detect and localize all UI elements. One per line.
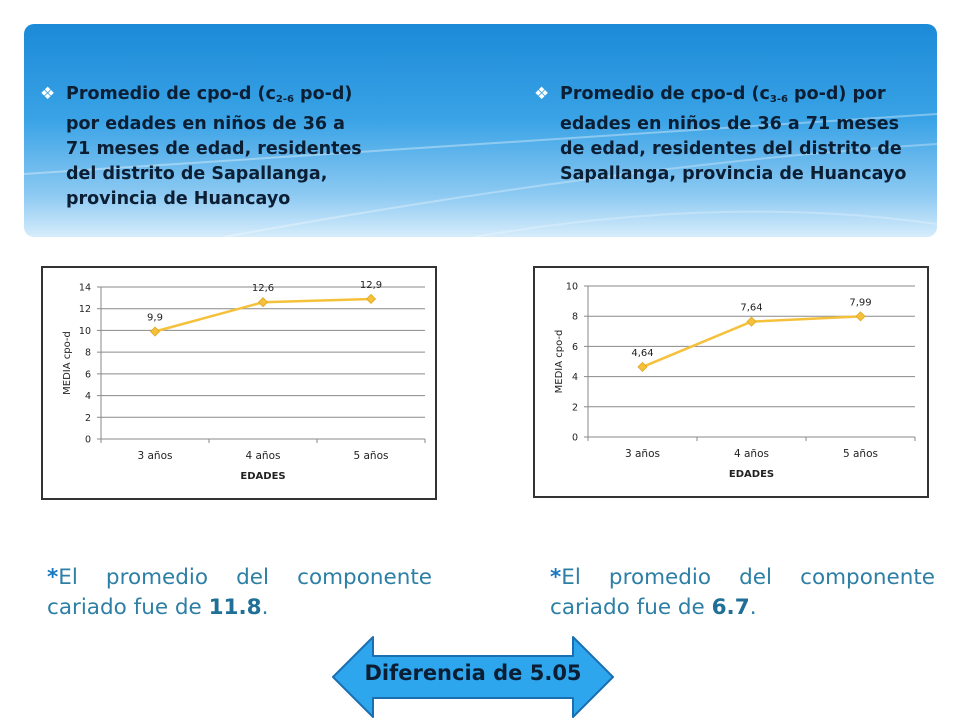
x-axis-title: EDADES bbox=[240, 471, 286, 482]
asterisk: * bbox=[550, 565, 562, 590]
y-tick-label: 0 bbox=[571, 432, 578, 444]
data-point bbox=[856, 312, 865, 321]
data-point bbox=[151, 327, 160, 336]
asterisk: * bbox=[47, 565, 59, 590]
y-tick-label: 4 bbox=[84, 391, 91, 403]
data-label: 12,6 bbox=[251, 283, 275, 295]
data-label: 7,64 bbox=[740, 302, 763, 314]
y-tick-label: 2 bbox=[84, 412, 91, 424]
left-heading-text-end: po-d) por edades en niños de 36 a 71 meses de edad, residentes del distrito de Sapallanga, provincia de Huancayo bbox=[66, 84, 362, 209]
left-chart-heading bbox=[40, 82, 371, 212]
y-tick-label: 6 bbox=[84, 369, 91, 381]
left-heading-subscript: 2-6 bbox=[275, 94, 294, 105]
data-label: 4,64 bbox=[631, 347, 654, 359]
y-tick-label: 10 bbox=[78, 325, 91, 337]
data-point bbox=[638, 362, 647, 371]
left-note-value: 11.8 bbox=[208, 595, 262, 620]
data-point bbox=[259, 298, 268, 307]
y-tick-label: 2 bbox=[571, 402, 578, 414]
y-tick-label: 12 bbox=[78, 304, 91, 316]
left-note-text: El promedio del componente cariado fue de bbox=[47, 565, 432, 620]
diamond-bullet-icon: ❖ bbox=[40, 84, 56, 104]
right-heading-text-start: Promedio de cpo-d (c bbox=[560, 84, 770, 104]
data-label: 12,9 bbox=[359, 279, 383, 291]
y-axis-title: MEDIA cpo-d bbox=[554, 329, 565, 394]
x-tick-label: 3 años bbox=[624, 448, 661, 460]
right-heading-text-end: po-d) por edades en niños de 36 a 71 meses de edad, residentes del distrito de Sapallanga, provincia de Huancayo bbox=[560, 84, 907, 184]
right-chart-heading bbox=[534, 82, 910, 187]
y-tick-label: 8 bbox=[571, 311, 578, 323]
x-tick-label: 3 años bbox=[137, 450, 173, 462]
data-point bbox=[747, 317, 756, 326]
left-heading-text-start: Promedio de cpo-d (c bbox=[66, 84, 276, 104]
diamond-bullet-icon: ❖ bbox=[534, 84, 550, 104]
y-tick-label: 0 bbox=[84, 434, 91, 446]
data-label: 9,9 bbox=[147, 312, 163, 324]
x-tick-label: 4 años bbox=[733, 448, 770, 460]
data-point bbox=[367, 294, 376, 303]
left-chart bbox=[41, 266, 437, 500]
difference-arrow bbox=[331, 634, 615, 720]
left-summary-note bbox=[47, 563, 432, 623]
right-heading-subscript: 3-6 bbox=[769, 94, 788, 105]
x-tick-label: 4 años bbox=[245, 450, 281, 462]
y-tick-label: 6 bbox=[571, 341, 578, 353]
y-axis-title: MEDIA cpo-d bbox=[62, 331, 73, 395]
y-tick-label: 4 bbox=[571, 372, 578, 384]
x-tick-label: 5 años bbox=[353, 450, 389, 462]
right-chart bbox=[533, 266, 929, 498]
left-chart-svg bbox=[43, 268, 435, 498]
right-note-text: El promedio del componente cariado fue de bbox=[550, 565, 935, 620]
right-note-end: . bbox=[749, 595, 757, 620]
y-tick-label: 8 bbox=[84, 347, 91, 359]
difference-label: Diferencia de 5.05 bbox=[364, 661, 582, 685]
y-tick-label: 10 bbox=[565, 281, 578, 293]
right-note-value: 6.7 bbox=[711, 595, 750, 620]
x-axis-title: EDADES bbox=[728, 469, 775, 480]
right-chart-svg bbox=[535, 268, 927, 496]
x-tick-label: 5 años bbox=[842, 448, 879, 460]
right-summary-note bbox=[550, 563, 935, 623]
left-note-end: . bbox=[261, 595, 269, 620]
data-label: 7,99 bbox=[849, 297, 872, 309]
y-tick-label: 14 bbox=[78, 282, 91, 294]
